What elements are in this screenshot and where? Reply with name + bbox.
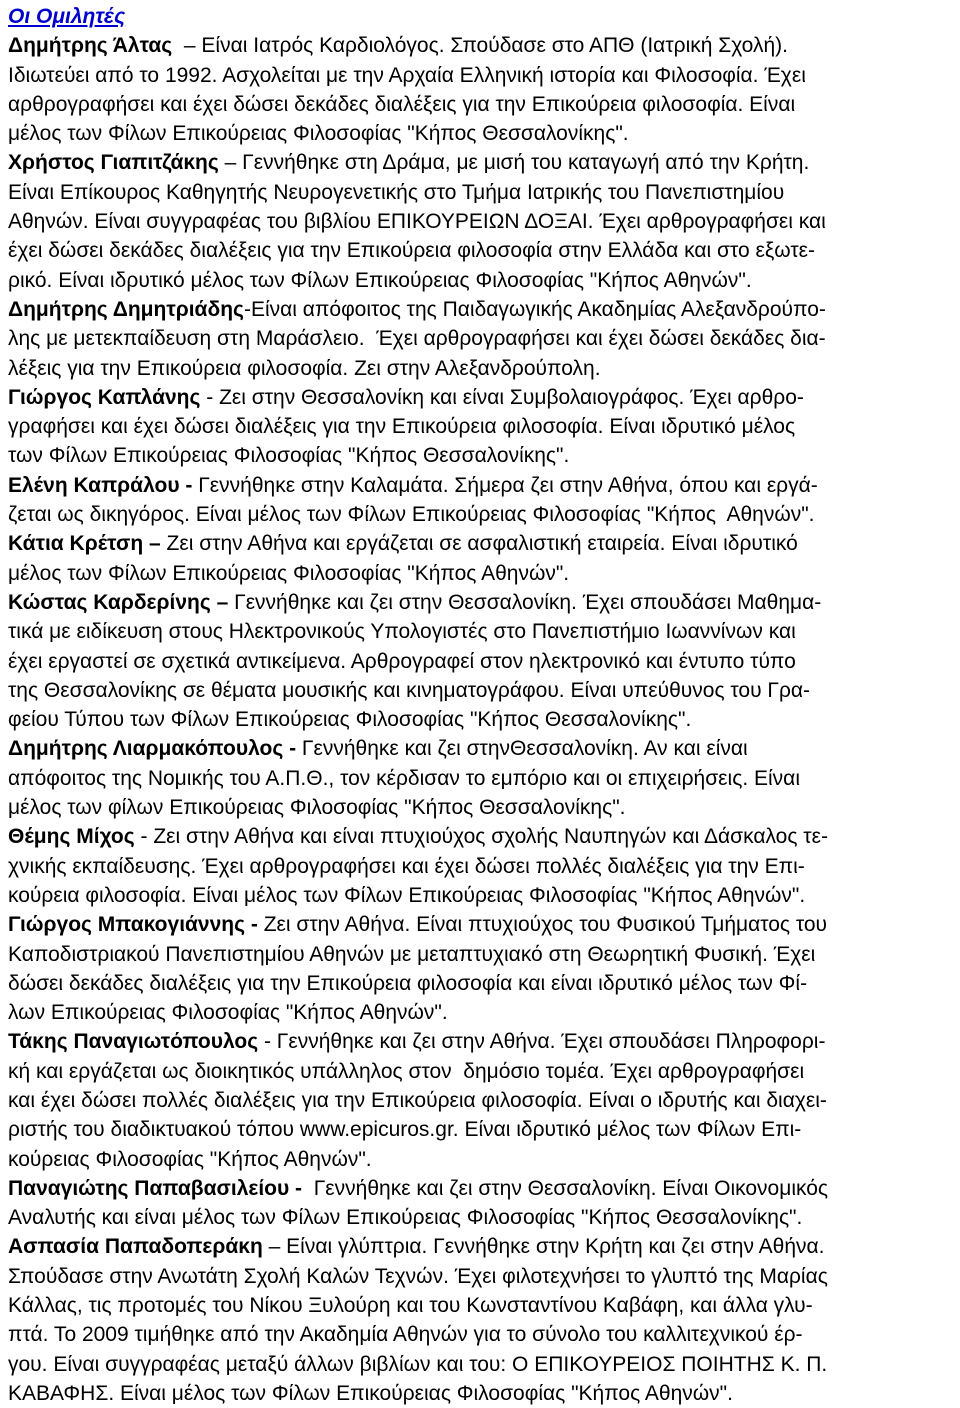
speaker-entry-start (8, 1174, 960, 1203)
text-line (8, 1291, 960, 1320)
line-text: – Είναι γλύπτρια. Γεννήθηκε στην Κρήτη και ζει στην Αθήνα. (262, 1235, 825, 1259)
speaker-name: Παναγιώτης Παπαβασιλείου - (8, 1176, 303, 1200)
line-text: μέλος των φίλων Επικούρειας Φιλοσοφίας "Κήπος Θεσσαλονίκης". (8, 796, 626, 820)
text-line (8, 969, 960, 998)
text-line (8, 90, 960, 119)
line-text: Γεννήθηκε στην Καλαμάτα. Σήμερα ζει στην Αθήνα, όπου και εργά- (192, 473, 818, 497)
speaker-name: Χρήστος Γιαπιτζάκης (8, 151, 219, 175)
text-line (8, 1086, 960, 1115)
text-line (8, 354, 960, 383)
speaker-name: Γιώργος Καπλάνης (8, 385, 201, 409)
line-text: - Γεννήθηκε και ζει στην Αθήνα. Έχει σπουδάσει Πληροφορι- (258, 1030, 826, 1054)
line-text: φείου Τύπου των Φίλων Επικούρειας Φιλοσοφίας "Κήπος Θεσσαλονίκης". (8, 708, 692, 732)
text-line (8, 266, 960, 295)
text-line (8, 1057, 960, 1086)
line-text: - Ζει στην Αθήνα και είναι πτυχιούχος σχολής Ναυπηγών και Δάσκαλος τε- (134, 825, 828, 849)
line-text: Αθηνών. Είναι συγγραφέας του βιβλίου ΕΠΙΚΟΥΡΕΙΩΝ ΔΟΞΑΙ. Έχει αρθρογραφήσει και (8, 210, 826, 234)
line-text: λης με μετεκπαίδευση στη Μαράσλειο. Έχει αρθρογραφήσει και έχει δώσει δεκάδες δια- (8, 327, 826, 351)
text-line (8, 1320, 960, 1349)
text-line (8, 1379, 960, 1408)
text-line (8, 705, 960, 734)
speaker-name: Δημήτρης Λιαρμακόπουλος - (8, 737, 297, 761)
line-text: τικά με ειδίκευση στους Ηλεκτρονικούς Υπολογιστές στο Πανεπιστήμιο Ιωαννίνων και (8, 620, 796, 644)
text-line (8, 236, 960, 265)
text-line (8, 881, 960, 910)
speaker-name: Ελένη Καπράλου - (8, 473, 193, 497)
line-text: αρθρογραφήσει και έχει δώσει δεκάδες διαλέξεις για την Επικούρεια φιλοσοφία. Είναι (8, 92, 796, 116)
line-text: Είναι Επίκουρος Καθηγητής Νευρογενετικής στο Τμήμα Ιατρικής του Πανεπιστημίου (8, 180, 785, 204)
text-line (8, 1115, 960, 1144)
line-text: μέλος των Φίλων Επικούρειας Φιλοσοφίας "Κήπος Αθηνών". (8, 561, 570, 585)
line-text: δώσει δεκάδες διαλέξεις για την Επικούρεια φιλοσοφία και είναι ιδρυτικό μέλος των Φί- (8, 971, 808, 995)
line-text: κούρειας Φιλοσοφίας "Κήπος Αθηνών". (8, 1147, 372, 1171)
line-text: Σπούδασε στην Ανωτάτη Σχολή Καλών Τεχνών. Έχει φιλοτεχνήσει το γλυπτό της Μαρίας (8, 1264, 828, 1288)
line-text: Αναλυτής και είναι μέλος των Φίλων Επικούρειας Φιλοσοφίας "Κήπος Θεσσαλονίκης". (8, 1206, 803, 1230)
text-line (8, 1145, 960, 1174)
speaker-entry-start (8, 471, 960, 500)
line-text: - Ζει στην Θεσσαλονίκη και είναι Συμβολαιογράφος. Έχει αρθρο- (200, 385, 804, 409)
text-line (8, 441, 960, 470)
line-text: ζεται ως δικηγόρος. Είναι μέλος των Φίλων Επικούρειας Φιλοσοφίας "Κήπος Αθηνών". (8, 503, 815, 527)
line-text: Γεννήθηκε και ζει στην Θεσσαλονίκη. Είναι Οικονομικός (302, 1176, 829, 1200)
text-line (8, 852, 960, 881)
speaker-entry-start (8, 295, 960, 324)
line-text: κούρεια φιλοσοφία. Είναι μέλος των Φίλων Επικούρειας Φιλοσοφίας "Κήπος Αθηνών". (8, 883, 806, 907)
line-text: πτά. Το 2009 τιμήθηκε από την Ακαδημία Αθηνών για το σύνολο του καλλιτεχνικού έρ- (8, 1323, 803, 1347)
line-text: λων Επικούρειας Φιλοσοφίας "Κήπος Αθηνών". (8, 1001, 448, 1025)
line-text: λέξεις για την Επικούρεια φιλοσοφία. Ζει στην Αλεξανδρούπολη. (8, 356, 601, 380)
line-text: Καποδιστριακού Πανεπιστημίου Αθηνών με μεταπτυχιακό στη Θεωρητική Φυσική. Έχει (8, 942, 816, 966)
speaker-name: Δημήτρης Δημητριάδης (8, 297, 244, 321)
page-title: Οι Ομιλητές (8, 5, 126, 28)
line-text: Ιδιωτεύει από το 1992. Ασχολείται με την Αρχαία Ελληνική ιστορία και Φιλοσοφία. Έχει (8, 63, 806, 87)
line-text: γραφήσει και έχει δώσει διαλέξεις για την Επικούρεια φιλοσοφία. Είναι ιδρυτικό μέλος (8, 415, 796, 439)
text-line (8, 324, 960, 353)
text-line (8, 793, 960, 822)
line-text: κή και εργάζεται ως διοικητικός υπάλληλος στον δημόσιο τομέα. Έχει αρθρογραφήσει (8, 1059, 805, 1083)
line-text: γου. Είναι συγγραφέας μεταξύ άλλων βιβλίων και του: Ο ΕΠΙΚΟΥΡΕΙΟΣ ΠΟΙΗΤΗΣ Κ. Π. (8, 1352, 828, 1376)
text-line (8, 940, 960, 969)
line-text: ΚΑΒΑΦΗΣ. Είναι μέλος των Φίλων Επικούρειας Φιλοσοφίας "Κήπος Αθηνών". (8, 1381, 733, 1405)
text-line (8, 764, 960, 793)
line-text: χνικής εκπαίδευσης. Έχει αρθρογραφήσει και έχει δώσει πολλές διαλέξεις για την Επι- (8, 854, 805, 878)
text-line (8, 1262, 960, 1291)
line-text: Κάλλας, τις προτομές του Νίκου Ξυλούρη και του Κωνσταντίνου Καβάφη, και άλλα γλυ- (8, 1294, 813, 1318)
speaker-entry-start (8, 734, 960, 763)
speaker-entry-start (8, 588, 960, 617)
line-text: έχει εργαστεί σε σχετικά αντικείμενα. Αρθρογραφεί στον ηλεκτρονικό και έντυπο τύπο (8, 649, 796, 673)
line-text: των Φίλων Επικούρειας Φιλοσοφίας "Κήπος Θεσσαλονίκης". (8, 444, 570, 468)
line-text: της Θεσσαλονίκης σε θέματα μουσικής και κινηματογράφου. Είναι υπεύθυνος του Γρα- (8, 678, 811, 702)
text-line (8, 412, 960, 441)
line-text: έχει δώσει δεκάδες διαλέξεις για την Επικούρεια φιλοσοφία στην Ελλάδα και στο εξωτε- (8, 239, 815, 263)
line-text: Γεννήθηκε και ζει στην Θεσσαλονίκη. Έχει σπουδάσει Μαθημα- (228, 590, 822, 614)
speaker-name: Θέμης Μίχος (8, 825, 135, 849)
speaker-entry-start (8, 1232, 960, 1261)
speaker-name: Δημήτρης Άλτας (8, 34, 173, 58)
speaker-name: Ασπασία Παπαδοπεράκη (8, 1235, 263, 1259)
line-text: Ζει στην Αθήνα και εργάζεται σε ασφαλιστική εταιρεία. Είναι ιδρυτικό (160, 532, 798, 556)
text-line (8, 119, 960, 148)
speaker-entry-start (8, 148, 960, 177)
line-text: και έχει δώσει πολλές διαλέξεις για την Επικούρεια φιλοσοφία. Είναι ο ιδρυτής και διαχει- (8, 1088, 827, 1112)
line-text: – Γεννήθηκε στη Δράμα, με μισή του καταγωγή από την Κρήτη. (218, 151, 810, 175)
text-line (8, 559, 960, 588)
text-line (8, 500, 960, 529)
speaker-name: Κάτια Κρέτση – (8, 532, 161, 556)
text-line (8, 207, 960, 236)
text-line (8, 178, 960, 207)
text-line (8, 998, 960, 1027)
speaker-entry-start (8, 529, 960, 558)
line-text: -Είναι απόφοιτος της Παιδαγωγικής Ακαδημίας Αλεξανδρούπο- (243, 297, 826, 321)
speaker-entry-start (8, 822, 960, 851)
speakers-list (8, 31, 960, 1408)
text-line (8, 1203, 960, 1232)
text-line (8, 1350, 960, 1379)
line-text: ριστής του διαδικτυακού τόπου www.epicuros.gr. Είναι ιδρυτικό μέλος των Φίλων Επι- (8, 1118, 802, 1142)
text-line (8, 647, 960, 676)
line-text: – Είναι Ιατρός Καρδιολόγος. Σπούδασε στο ΑΠΘ (Ιατρική Σχολή). (172, 34, 788, 58)
speaker-entry-start (8, 910, 960, 939)
text-line (8, 61, 960, 90)
speaker-entry-start (8, 1027, 960, 1056)
line-text: Γεννήθηκε και ζει στηνΘεσσαλονίκη. Αν και είναι (296, 737, 748, 761)
speaker-entry-start (8, 31, 960, 60)
line-text: μέλος των Φίλων Επικούρειας Φιλοσοφίας "Κήπος Θεσσαλονίκης". (8, 122, 629, 146)
speaker-name: Τάκης Παναγιωτόπουλος (8, 1030, 259, 1054)
line-text: απόφοιτος της Νομικής του Α.Π.Θ., τον κέρδισαν το εμπόριο και οι επιχειρήσεις. Είναι (8, 766, 800, 790)
speaker-name: Κώστας Καρδερίνης – (8, 590, 229, 614)
text-line (8, 676, 960, 705)
text-line (8, 617, 960, 646)
line-text: ρικό. Είναι ιδρυτικό μέλος των Φίλων Επικούρειας Φιλοσοφίας "Κήπος Αθηνών". (8, 268, 752, 292)
line-text: Ζει στην Αθήνα. Είναι πτυχιούχος του Φυσικού Τμήματος του (257, 913, 828, 937)
speaker-name: Γιώργος Μπακογιάννης - (8, 913, 258, 937)
speaker-entry-start (8, 383, 960, 412)
